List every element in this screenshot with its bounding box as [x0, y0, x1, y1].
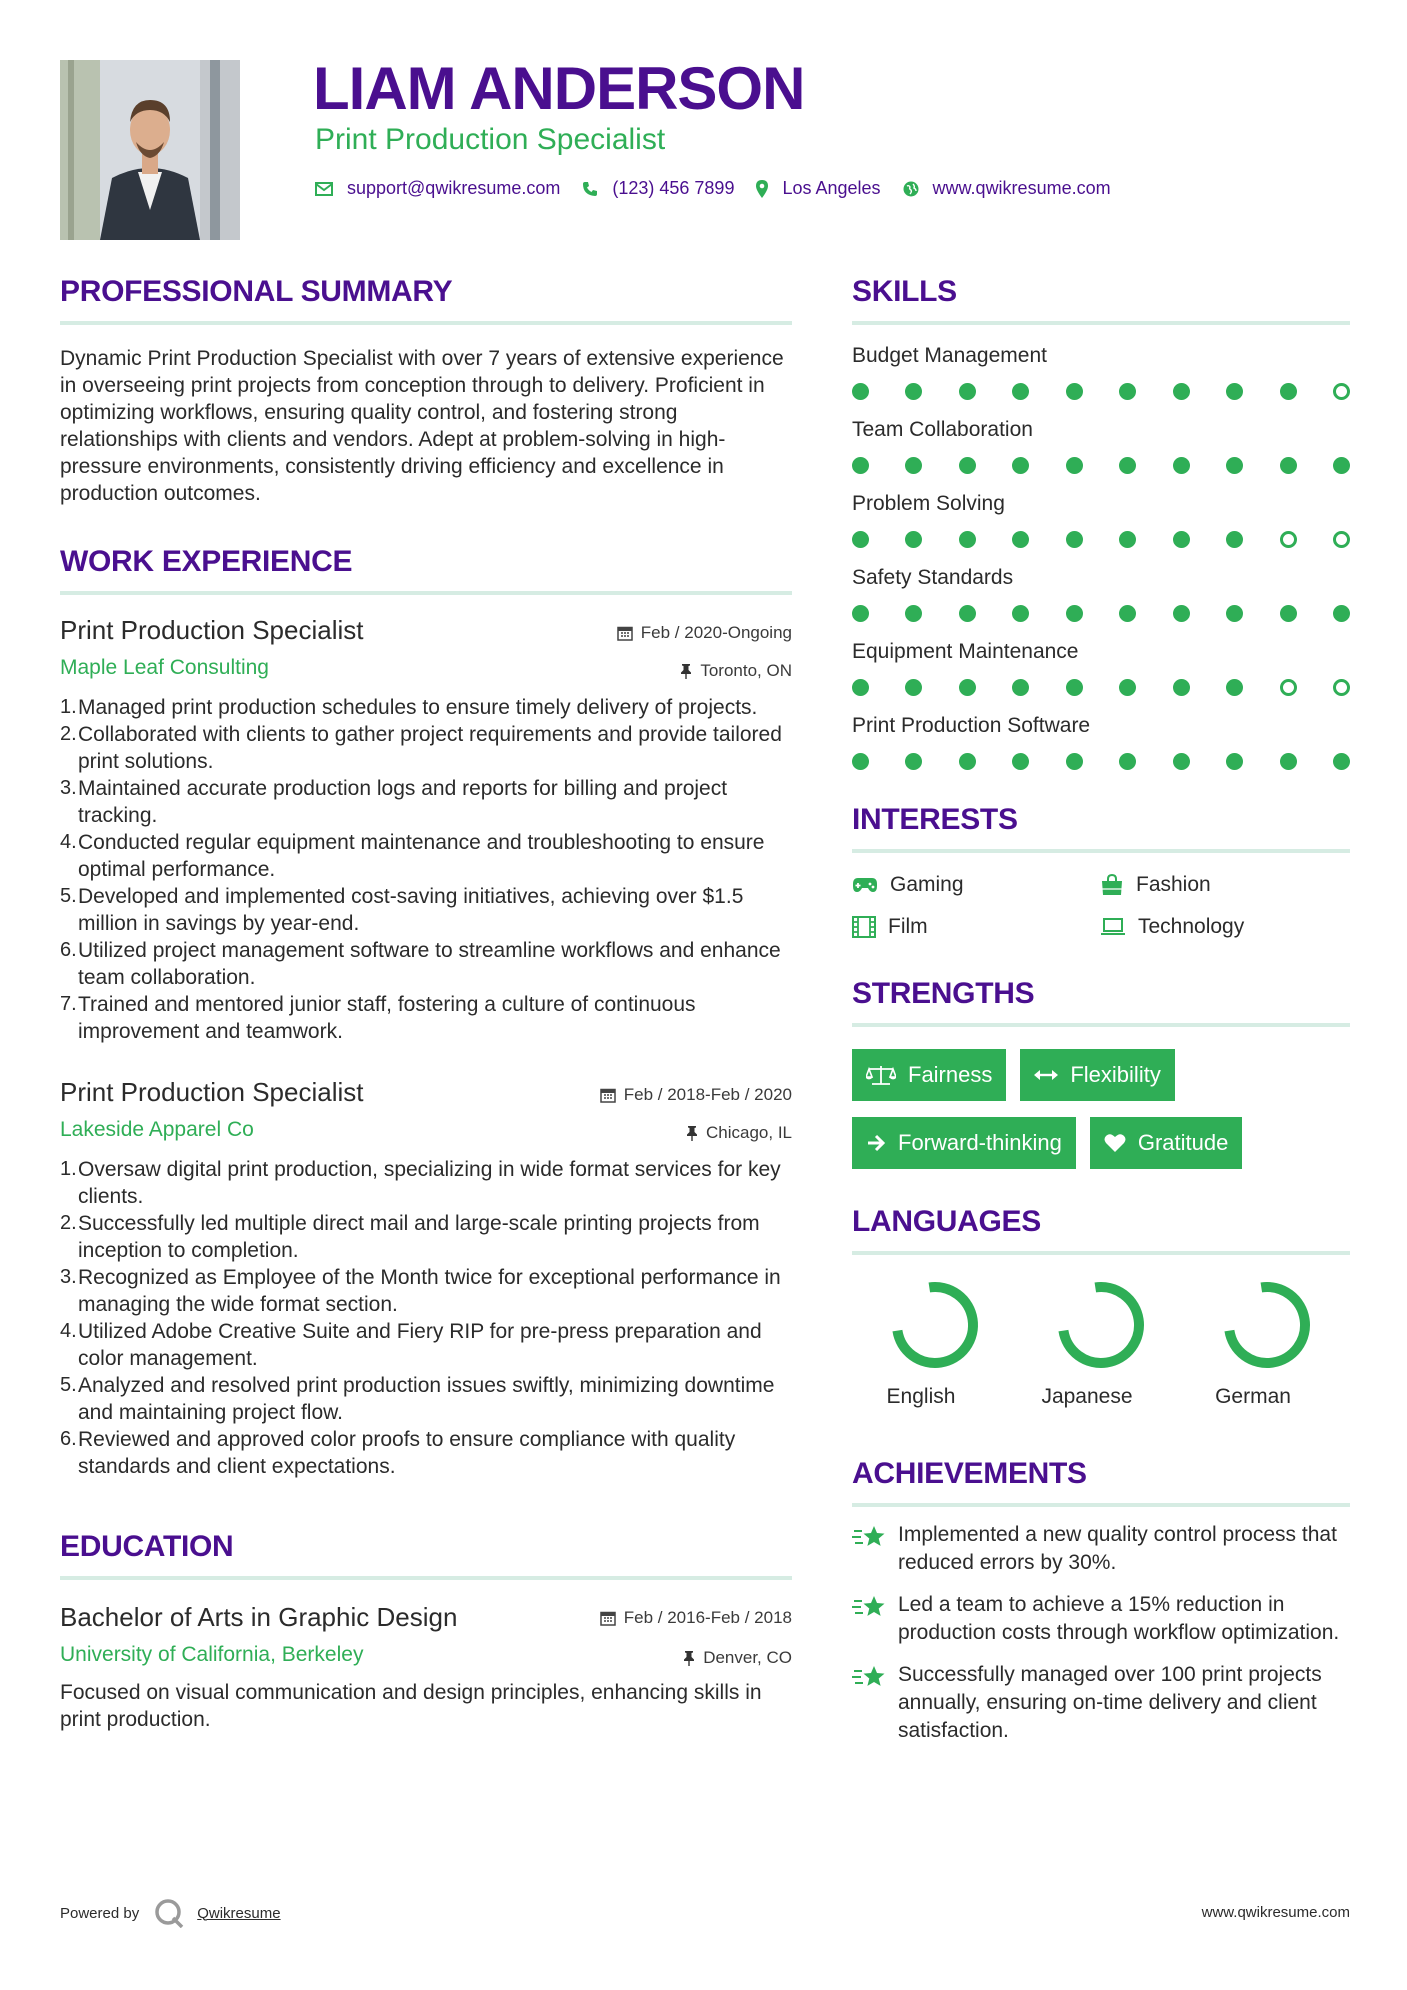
strength-badge: Flexibility — [1020, 1049, 1174, 1101]
skill-item — [852, 415, 1350, 489]
balance-scale-icon — [866, 1064, 896, 1086]
skill-item — [852, 711, 1350, 785]
rating-dot-filled — [1280, 383, 1297, 400]
language-item — [1018, 1277, 1184, 1409]
shopping-bag-icon — [1100, 874, 1124, 896]
interest-item: Gaming — [852, 873, 1100, 897]
rating-dot-filled — [1333, 457, 1350, 474]
rating-dot-filled — [1012, 605, 1029, 622]
rating-dot-filled — [1226, 753, 1243, 770]
calendar-icon — [600, 1087, 616, 1103]
globe-icon — [903, 181, 919, 197]
list-item: 1. Managed print production schedules to ensure timely delivery of projects. — [60, 696, 758, 719]
footer-powered-by — [60, 1898, 281, 1928]
rating-dot-filled — [1119, 605, 1136, 622]
contact-website[interactable] — [903, 178, 1111, 199]
summary-heading: PROFESSIONAL SUMMARY — [60, 275, 453, 308]
skill-name: Print Production Software — [852, 714, 1091, 737]
rating-dot-filled — [959, 605, 976, 622]
list-item: 4. Conducted regular equipment maintenance and troubleshooting to ensure optimal performance. — [60, 831, 765, 881]
rating-dot-filled — [1119, 531, 1136, 548]
rating-dot-empty — [1280, 679, 1297, 696]
rating-dot-filled — [959, 753, 976, 770]
rating-dot-filled — [852, 531, 869, 548]
contact-phone[interactable] — [582, 178, 734, 199]
section-divider — [852, 1023, 1350, 1027]
heart-icon — [1104, 1133, 1126, 1153]
rating-dot-filled — [959, 383, 976, 400]
envelope-icon — [315, 182, 333, 196]
skill-rating — [852, 753, 1350, 785]
skill-item — [852, 489, 1350, 563]
calendar-icon — [600, 1610, 616, 1626]
strengths-section — [852, 977, 1350, 1185]
interest-item: Fashion — [1100, 873, 1348, 897]
gamepad-icon — [852, 876, 878, 894]
skill-rating — [852, 383, 1350, 415]
skill-rating — [852, 457, 1350, 489]
list-item: 5. Analyzed and resolved print production issues swiftly, minimizing downtime and maintaining project flow. — [60, 1374, 775, 1424]
rating-dot-empty — [1333, 679, 1350, 696]
education-section — [60, 1530, 792, 1733]
skill-name: Safety Standards — [852, 566, 1014, 589]
achievements-section — [852, 1457, 1350, 1745]
skill-item — [852, 563, 1350, 637]
rating-dot-filled — [852, 605, 869, 622]
language-item — [852, 1277, 1018, 1409]
star-burst-icon — [852, 1663, 888, 1693]
rating-dot-filled — [1066, 679, 1083, 696]
education-description: Focused on visual communication and design principles, enhancing skills in print production. — [60, 1681, 762, 1731]
contact-bar — [315, 178, 1133, 199]
website-text: www.qwikresume.com — [932, 178, 1111, 198]
rating-dot-filled — [1280, 753, 1297, 770]
rating-dot-filled — [1333, 753, 1350, 770]
arrows-horizontal-icon — [1034, 1068, 1058, 1082]
job-dates — [600, 1085, 792, 1105]
rating-dot-filled — [1226, 679, 1243, 696]
rating-dot-filled — [1012, 383, 1029, 400]
film-icon — [852, 916, 876, 938]
rating-dot-filled — [905, 531, 922, 548]
job-dates — [617, 623, 792, 643]
list-item: 3. Maintained accurate production logs and reports for billing and project tracking. — [60, 777, 728, 827]
education-location-text: Denver, CO — [703, 1648, 792, 1667]
skills-section — [852, 275, 1350, 785]
rating-dot-filled — [1226, 531, 1243, 548]
job-entry — [60, 615, 792, 1045]
section-divider — [852, 849, 1350, 853]
qwikresume-logo-icon — [153, 1898, 187, 1928]
education-location — [683, 1648, 792, 1668]
interests-list — [852, 873, 1350, 939]
interest-item: Film — [852, 915, 1100, 939]
right-column — [852, 275, 1350, 1745]
interests-heading: INTERESTS — [852, 803, 1018, 836]
pushpin-icon — [680, 663, 692, 679]
skill-name: Problem Solving — [852, 492, 1005, 515]
list-item: 3. Recognized as Employee of the Month twice for exceptional performance in managing the wide format section. — [60, 1266, 781, 1316]
email-text: support@qwikresume.com — [347, 178, 561, 198]
language-item — [1184, 1277, 1350, 1409]
achievement-item: Successfully managed over 100 print projects annually, ensuring on-time delivery and client satisfaction. — [852, 1661, 1350, 1745]
rating-dot-filled — [1280, 457, 1297, 474]
rating-dot-filled — [1280, 605, 1297, 622]
pushpin-icon — [686, 1125, 698, 1141]
education-dates — [600, 1608, 792, 1628]
language-level-ring — [1053, 1277, 1149, 1373]
star-burst-icon — [852, 1523, 888, 1553]
achievements-heading: ACHIEVEMENTS — [852, 1457, 1087, 1490]
rating-dot-empty — [1280, 531, 1297, 548]
section-divider — [852, 1251, 1350, 1255]
section-divider — [60, 591, 792, 595]
left-column — [60, 275, 792, 1733]
section-divider — [852, 1503, 1350, 1507]
education-entry — [60, 1602, 792, 1733]
rating-dot-filled — [1173, 531, 1190, 548]
languages-heading: LANGUAGES — [852, 1205, 1041, 1238]
rating-dot-filled — [1066, 457, 1083, 474]
language-name: English — [886, 1385, 956, 1408]
skills-heading: SKILLS — [852, 275, 957, 308]
rating-dot-empty — [1333, 383, 1350, 400]
rating-dot-filled — [1173, 605, 1190, 622]
pushpin-icon — [683, 1650, 695, 1666]
footer-url[interactable]: www.qwikresume.com — [1201, 1904, 1350, 1921]
section-divider — [852, 321, 1350, 325]
interest-item: Technology — [1100, 915, 1348, 939]
achievements-list — [852, 1521, 1350, 1745]
list-item: 2. Collaborated with clients to gather project requirements and provide tailored print solutions. — [60, 723, 782, 773]
education-heading: EDUCATION — [60, 1530, 234, 1563]
candidate-title: Print Production Specialist — [315, 123, 666, 156]
job-entry — [60, 1077, 792, 1480]
interests-section — [852, 803, 1350, 939]
rating-dot-filled — [1226, 457, 1243, 474]
job-location — [680, 661, 792, 681]
section-divider — [60, 1576, 792, 1580]
contact-email[interactable] — [315, 178, 560, 199]
achievement-item: Led a team to achieve a 15% reduction in production costs through workflow optimization. — [852, 1591, 1350, 1647]
language-level-ring — [1219, 1277, 1315, 1373]
rating-dot-filled — [959, 457, 976, 474]
skill-name: Budget Management — [852, 344, 1047, 367]
list-item: 6. Utilized project management software to streamline workflows and enhance team collaboration. — [60, 939, 781, 989]
rating-dot-filled — [852, 383, 869, 400]
candidate-name: LIAM ANDERSON — [313, 55, 805, 122]
job-location-text: Toronto, ON — [700, 661, 792, 680]
list-item: 1. Oversaw digital print production, specializing in wide format services for key clients. — [60, 1158, 781, 1208]
education-dates-text: Feb / 2016-Feb / 2018 — [623, 1608, 792, 1627]
rating-dot-filled — [1226, 383, 1243, 400]
rating-dot-filled — [852, 753, 869, 770]
rating-dot-filled — [905, 679, 922, 696]
job-bullets — [60, 694, 792, 1045]
rating-dot-filled — [1066, 753, 1083, 770]
brand-link[interactable]: Qwikresume — [197, 1904, 281, 1922]
calendar-icon — [617, 625, 633, 641]
list-item: 5. Developed and implemented cost-saving initiatives, achieving over $1.5 million in savings by year-end. — [60, 885, 744, 935]
rating-dot-filled — [1173, 679, 1190, 696]
list-item: 7. Trained and mentored junior staff, fostering a culture of continuous improvement and teamwork. — [60, 993, 696, 1043]
rating-dot-filled — [1333, 605, 1350, 622]
experience-heading: WORK EXPERIENCE — [60, 545, 353, 578]
rating-dot-empty — [1333, 531, 1350, 548]
location-text: Los Angeles — [782, 178, 881, 198]
list-item: 6. Reviewed and approved color proofs to ensure compliance with quality standards and client expectations. — [60, 1428, 736, 1478]
rating-dot-filled — [1173, 457, 1190, 474]
languages-section — [852, 1205, 1350, 1409]
rating-dot-filled — [852, 457, 869, 474]
arrow-right-icon — [866, 1134, 886, 1152]
skill-item — [852, 341, 1350, 415]
rating-dot-filled — [1173, 383, 1190, 400]
degree-title: Bachelor of Arts in Graphic Design — [60, 1602, 458, 1632]
summary-text: Dynamic Print Production Specialist with over 7 years of extensive experience in overseeing print projects from conception through to delivery. Proficient in optimizing workflows, ensuring quality control, and fostering strong relationships with clients and vendors. Adept at problem-solving in high-pressure environments, consistently driving efficiency and excellence in production outcomes. — [60, 347, 784, 505]
skills-list — [852, 341, 1350, 785]
phone-text: (123) 456 7899 — [612, 178, 735, 198]
section-divider — [60, 321, 792, 325]
languages-list — [852, 1277, 1350, 1409]
powered-by-label: Powered by — [60, 1904, 140, 1922]
rating-dot-filled — [1066, 383, 1083, 400]
strength-badge: Gratitude — [1090, 1117, 1243, 1169]
language-name: German — [1215, 1385, 1291, 1408]
job-title: Print Production Specialist — [60, 615, 364, 645]
rating-dot-filled — [1119, 457, 1136, 474]
map-marker-icon — [756, 180, 768, 198]
job-company: Maple Leaf Consulting — [60, 656, 269, 679]
star-burst-icon — [852, 1593, 888, 1623]
rating-dot-filled — [1066, 605, 1083, 622]
contact-location — [756, 178, 880, 199]
rating-dot-filled — [905, 457, 922, 474]
skill-name: Equipment Maintenance — [852, 640, 1079, 663]
rating-dot-filled — [1119, 383, 1136, 400]
rating-dot-filled — [1012, 457, 1029, 474]
job-location-text: Chicago, IL — [706, 1123, 792, 1142]
rating-dot-filled — [1173, 753, 1190, 770]
rating-dot-filled — [1012, 531, 1029, 548]
rating-dot-filled — [905, 605, 922, 622]
achievement-item: Implemented a new quality control process that reduced errors by 30%. — [852, 1521, 1350, 1577]
rating-dot-filled — [1066, 531, 1083, 548]
rating-dot-filled — [1119, 679, 1136, 696]
skill-rating — [852, 531, 1350, 563]
rating-dot-filled — [1012, 679, 1029, 696]
list-item: 4. Utilized Adobe Creative Suite and Fiery RIP for pre-press preparation and color management. — [60, 1320, 762, 1370]
job-location — [686, 1123, 792, 1143]
list-item: 2. Successfully led multiple direct mail and large-scale printing projects from inception to completion. — [60, 1212, 760, 1262]
language-name: Japanese — [1041, 1385, 1133, 1408]
strengths-list — [852, 1049, 1350, 1185]
job-dates-text: Feb / 2018-Feb / 2020 — [623, 1085, 792, 1104]
laptop-icon — [1100, 918, 1126, 936]
rating-dot-filled — [852, 679, 869, 696]
strength-badge: Forward-thinking — [852, 1117, 1076, 1169]
job-bullets — [60, 1156, 792, 1480]
experience-section — [60, 545, 792, 1480]
rating-dot-filled — [1226, 605, 1243, 622]
summary-section — [60, 275, 792, 507]
school-name: University of California, Berkeley — [60, 1643, 364, 1666]
phone-icon — [582, 181, 598, 197]
skill-rating — [852, 605, 1350, 637]
rating-dot-filled — [959, 679, 976, 696]
job-company: Lakeside Apparel Co — [60, 1118, 254, 1141]
rating-dot-filled — [905, 383, 922, 400]
rating-dot-filled — [1012, 753, 1029, 770]
skill-rating — [852, 679, 1350, 711]
strength-badge: Fairness — [852, 1049, 1006, 1101]
rating-dot-filled — [905, 753, 922, 770]
profile-photo — [60, 60, 240, 240]
rating-dot-filled — [1119, 753, 1136, 770]
strengths-heading: STRENGTHS — [852, 977, 1035, 1010]
skill-item — [852, 637, 1350, 711]
job-title: Print Production Specialist — [60, 1077, 364, 1107]
job-dates-text: Feb / 2020-Ongoing — [640, 623, 792, 642]
skill-name: Team Collaboration — [852, 418, 1033, 441]
rating-dot-filled — [959, 531, 976, 548]
language-level-ring — [887, 1277, 983, 1373]
